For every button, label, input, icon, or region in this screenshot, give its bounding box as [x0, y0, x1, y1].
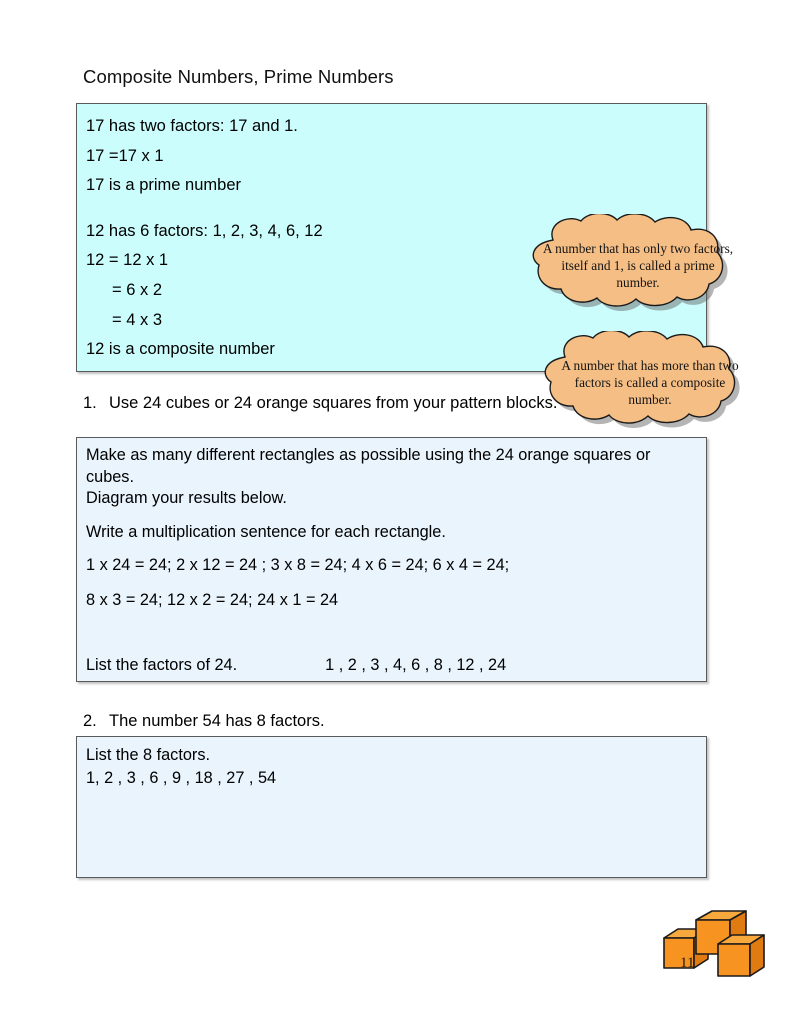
question-1-answer-box[interactable]: [76, 437, 707, 682]
example-line-4: 12 has 6 factors: 1, 2, 3, 4, 6, 12: [86, 221, 323, 240]
q1-answer-line-2[interactable]: 8 x 3 = 24; 12 x 2 = 24; 24 x 1 = 24: [86, 590, 339, 609]
question-1-number: 1.: [83, 394, 97, 412]
example-line-3: 17 is a prime number: [86, 176, 241, 195]
q1-factors-answer[interactable]: 1 , 2 , 3 , 4, 6 , 8 , 12 , 24: [325, 656, 507, 674]
page-number: 11: [680, 955, 695, 971]
q1-factors-label: List the factors of 24.: [86, 656, 238, 674]
composite-definition-cloud: [529, 331, 771, 433]
example-line-2: 17 =17 x 1: [86, 146, 164, 165]
page-title: Composite Numbers, Prime Numbers: [83, 66, 394, 87]
q1-instruction-2: Diagram your results below.: [86, 489, 287, 507]
question-2-content: [86, 744, 276, 789]
example-line-8: 12 is a composite number: [86, 340, 275, 359]
q1-factors-row: [86, 655, 698, 677]
question-2-prompt: [83, 712, 325, 731]
question-1-text: Use 24 cubes or 24 orange squares from your pattern blocks.: [109, 394, 558, 412]
q1-instruction-1: Make as many different rectangles as possible using the 24 orange squares or cubes.: [86, 446, 651, 486]
prime-definition-cloud: [517, 214, 759, 316]
prime-definition-text: A number that has only two factors, itself and 1, is called a prime number.: [542, 240, 734, 290]
question-2-text: The number 54 has 8 factors.: [109, 712, 325, 730]
question-1-prompt: [83, 394, 558, 413]
example-text-block: [86, 112, 486, 365]
q1-answer-line-1[interactable]: 1 x 24 = 24; 2 x 12 = 24 ; 3 x 8 = 24; 4 x 6 = 24; 6 x 4 = 24;: [86, 556, 510, 574]
question-2-answer-box[interactable]: [76, 736, 707, 878]
example-line-1: 17 has two factors: 17 and 1.: [86, 117, 298, 135]
question-2-number: 2.: [83, 712, 97, 730]
q2-instruction: List the 8 factors.: [86, 746, 210, 764]
composite-definition-text: A number that has more than two factors is called a composite number.: [561, 357, 739, 407]
example-line-7: = 4 x 3: [112, 310, 162, 329]
q1-instruction-3: Write a multiplication sentence for each rectangle.: [86, 522, 446, 541]
q2-answer[interactable]: 1, 2 , 3 , 6 , 9 , 18 , 27 , 54: [86, 768, 277, 787]
example-spacer: [86, 201, 486, 217]
question-1-content: [86, 445, 698, 677]
example-line-5: 12 = 12 x 1: [86, 251, 169, 270]
orange-cubes-icon: [662, 910, 766, 978]
example-line-6: = 6 x 2: [112, 280, 162, 299]
